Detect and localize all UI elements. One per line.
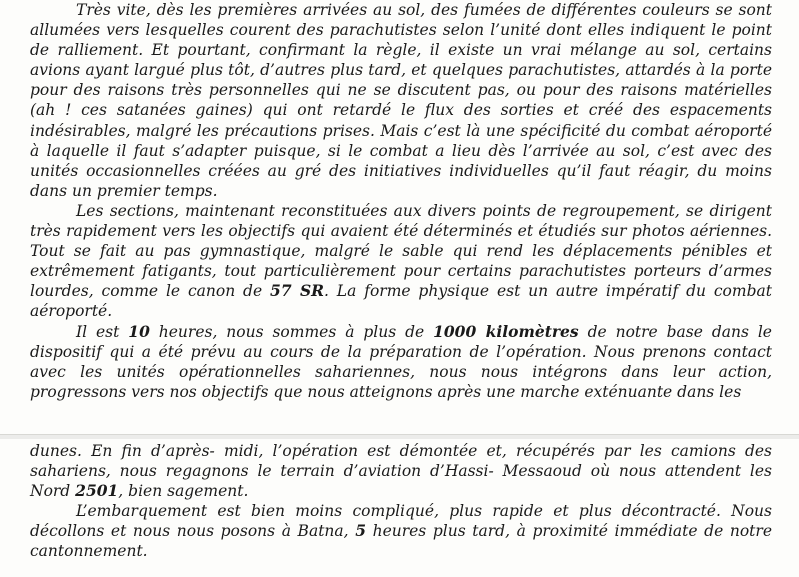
paragraph <box>30 441 772 501</box>
text-block-bottom <box>30 441 772 562</box>
scan-seam <box>0 434 799 439</box>
bold-text: 1000 kilomètres <box>433 321 579 341</box>
paragraph-text: Les sections, maintenant reconstituées aux divers points de regroupement, se dirigent très rapidement vers les objectifs qui avaient été déterminés et étudiés sur photos aériennes. Tout se fait au pas gymnastique, malgré le sable qui rend les déplacements pénibles et extrêmement fatigants, tout particulièrement pour certains parachutistes porteurs d’armes lourdes, comme le canon de <box>30 201 772 301</box>
paragraph-text: Très vite, dès les premières arrivées au sol, des fumées de différentes couleurs se sont allumées vers lesquelles courent des parachutistes selon l’unité dont elles indiquent le point de ralliement. Et pourtant, confirmant la règle, il existe un vrai mélange au sol, certains avions ayant largué plus tôt, d’autres plus tard, et quelques parachutistes, attardés à la porte pour des raisons très personnelles qui ne se discutent pas, ou pour des raisons matérielles (ah ! ces satanées gaines) qui ont retardé le flux des sorties et créé des espacements indésirables, malgré les précautions prises. Mais c’est là une spécificité du combat aéroporté à laquelle il faut s’adapter puisque, si le combat a lieu dès l’arrivée au sol, c’est avec des unités occasionnelles créées au gré des initiatives individuelles qu’il faut réagir, du moins dans un premier temps. <box>30 1 772 200</box>
text-block-top <box>30 0 772 402</box>
paragraph-text: , bien sagement. <box>118 482 249 501</box>
paragraph <box>30 201 772 322</box>
paragraph <box>30 322 772 402</box>
paragraph-text: heures, nous sommes à plus de <box>149 322 434 341</box>
paragraph-text: de notre base dans le dispositif qui a été prévu au cours de la préparation de l’opération. Nous prenons contact avec les unités opérationnelles sahariennes, nous nous intégrons dans leur action, progressons vers nos objectifs que nous atteignons après une marche exténuante dans les <box>30 322 772 401</box>
bold-text: 10 <box>128 321 150 341</box>
bold-text: 2501 <box>75 481 119 501</box>
paragraph <box>30 501 772 561</box>
paragraph-text: heures plus tard, à proximité immédiate de notre cantonnement. <box>30 522 772 561</box>
paragraph-text: dunes. En fin d’après- midi, l’opération est démontée et, récupérés par les camions des sahariens, nous regagnons le terrain d’aviation d’Hassi- Messaoud où nous attendent les Nord <box>30 442 772 501</box>
paragraph-text: . La forme physique est un autre impératif du combat aéroporté. <box>30 282 772 321</box>
paragraph <box>30 0 772 201</box>
paragraph-text: L’embarquement est bien moins compliqué, plus rapide et plus décontracté. Nous décollons et nous nous posons à Batna, <box>30 502 772 541</box>
bold-text: 5 <box>355 521 366 541</box>
bold-text: 57 SR <box>270 281 325 301</box>
paragraph-text: Il est <box>76 322 129 341</box>
